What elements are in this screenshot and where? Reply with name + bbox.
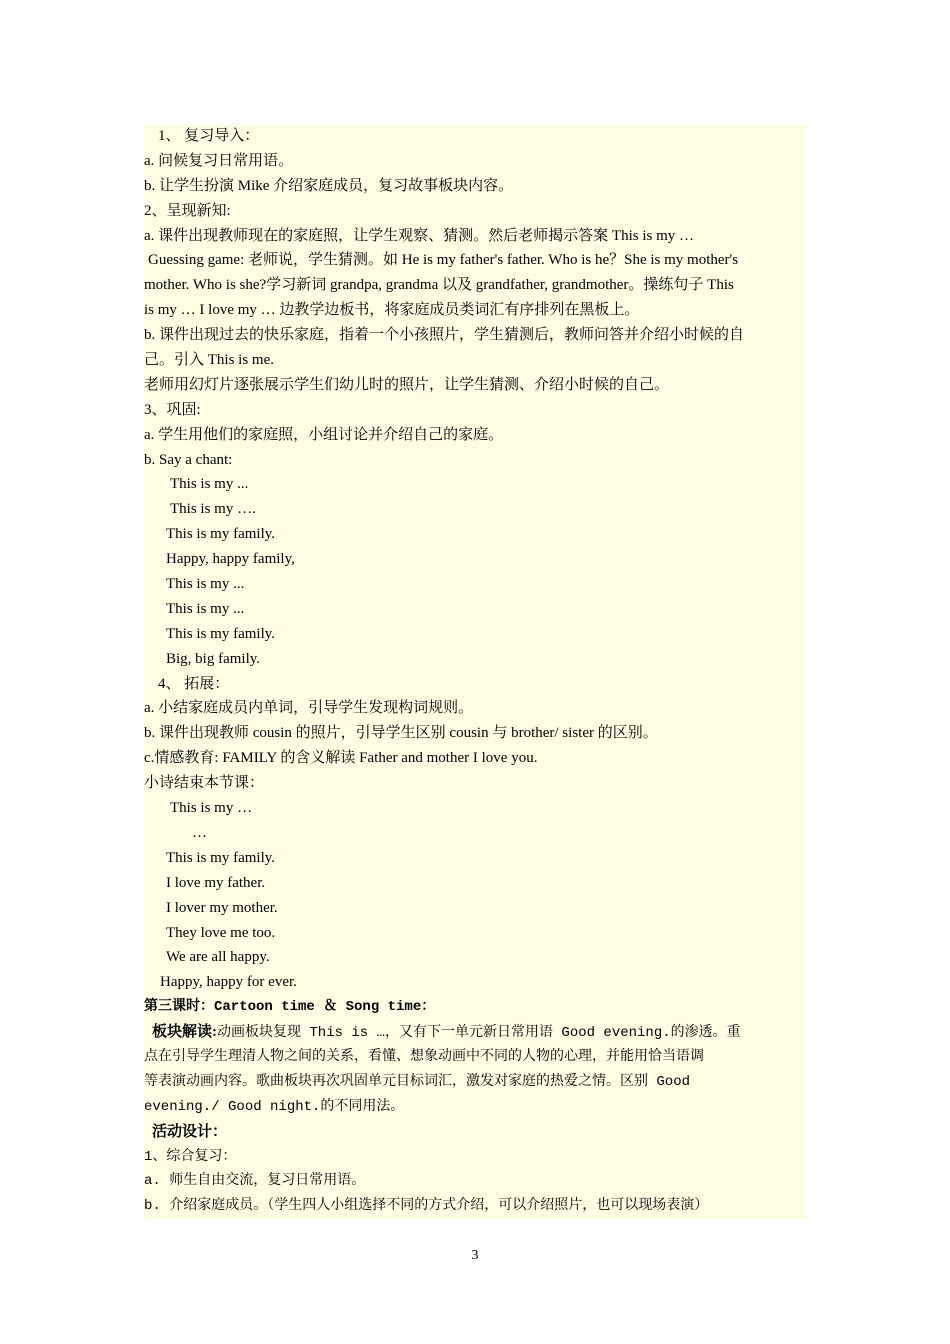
poem-line: I love my father.	[166, 874, 266, 891]
poem-line: Happy, happy for ever.	[160, 974, 297, 991]
text-line: a. 课件出现教师现在的家庭照，让学生观察、猜测。然后老师揭示答案 This is my …	[144, 227, 695, 244]
text-line: a. 小结家庭成员内单词，引导学生发现构词规则。	[144, 700, 474, 717]
text-line: is my … I love my … 边教学边板书，将家庭成员类词汇有序排列在黑板上。	[144, 302, 640, 319]
text-line: b. 让学生扮演 Mike 介绍家庭成员，复习故事板块内容。	[144, 177, 514, 194]
section-heading: 1、 复习导入：	[158, 128, 260, 144]
text-line: 己。引入 This is me.	[144, 352, 274, 369]
text-line: c.情感教育: FAMILY 的含义解读 Father and mother I love you.	[144, 750, 538, 767]
chant-line: This is my ….	[170, 501, 256, 518]
poem-line: We are all happy.	[166, 949, 270, 966]
chant-line: This is my family.	[166, 625, 276, 642]
text-line: a. 学生用他们的家庭照，小组讨论并介绍自己的家庭。	[144, 426, 504, 443]
text-line: evening./ Good night.的不同用法。	[144, 1098, 405, 1115]
chant-line: Big, big family.	[166, 650, 261, 667]
chant-line: This is my ...	[166, 600, 245, 617]
text-line: 小诗结束本节课：	[144, 775, 265, 792]
section-heading: 3、巩固:	[144, 401, 201, 418]
poem-line: This is my …	[170, 800, 253, 817]
text-line: a. 师生自由交流，复习日常用语。	[144, 1173, 366, 1190]
text-line: 点在引导学生理清人物之间的关系，看懂、想象动画中不同的人物的心理，并能用恰当语调	[144, 1048, 704, 1065]
chant-line: This is my ...	[170, 476, 249, 493]
poem-line: I lover my mother.	[166, 899, 278, 916]
chant-line: Happy, happy family,	[166, 551, 295, 568]
text-line: 1、综合复习：	[144, 1148, 237, 1165]
chant-line: This is my ...	[166, 576, 245, 593]
intro-text: 动画板块复现 This is …，又有下一单元新日常用语 Good evening.的渗透。重	[217, 1025, 741, 1042]
document-body	[144, 124, 806, 1219]
chant-line: This is my family.	[166, 526, 276, 543]
section-heading: 4、 拓展：	[158, 675, 230, 692]
text-line: 等表演动画内容。歌曲板块再次巩固单元目标词汇，激发对家庭的热爱之情。区别 Good	[144, 1073, 691, 1090]
text-line: b. Say a chant:	[144, 451, 233, 468]
poem-line: This is my family.	[166, 849, 276, 866]
text-line: mother. Who is she?学习新词 grandpa, grandma 以及 grandfather, grandmother。操练句子 This	[144, 277, 734, 294]
section-intro	[144, 1020, 806, 1045]
text-line: a. 问候复习日常用语。	[144, 152, 294, 169]
text-line: 老师用幻灯片逐张展示学生们幼儿时的照片，让学生猜测、介绍小时候的自己。	[144, 376, 670, 393]
text-line: b. 课件出现教师 cousin 的照片，引导学生区别 cousin 与 brother/ sister 的区别。	[144, 725, 658, 742]
intro-label: 板块解读:	[152, 1024, 217, 1041]
text-line: b. 课件出现过去的快乐家庭，指着一个小孩照片，学生猜测后，教师问答并介绍小时候的自	[144, 327, 745, 344]
section-heading: 活动设计：	[152, 1123, 228, 1140]
lesson-heading: 第三课时：Cartoon time ＆ Song time：	[144, 999, 436, 1016]
page-number: 3	[471, 1248, 479, 1263]
section-heading: 2、呈现新知:	[144, 202, 231, 219]
text-line: b. 介绍家庭成员。（学生四人小组选择不同的方式介绍，可以介绍照片，也可以现场表演）	[144, 1198, 709, 1215]
poem-line: …	[192, 824, 207, 841]
text-line: Guessing game: 老师说，学生猜测。如 He is my father's father. Who is he？She is my mother's	[148, 252, 739, 269]
poem-line: They love me too.	[166, 924, 276, 941]
